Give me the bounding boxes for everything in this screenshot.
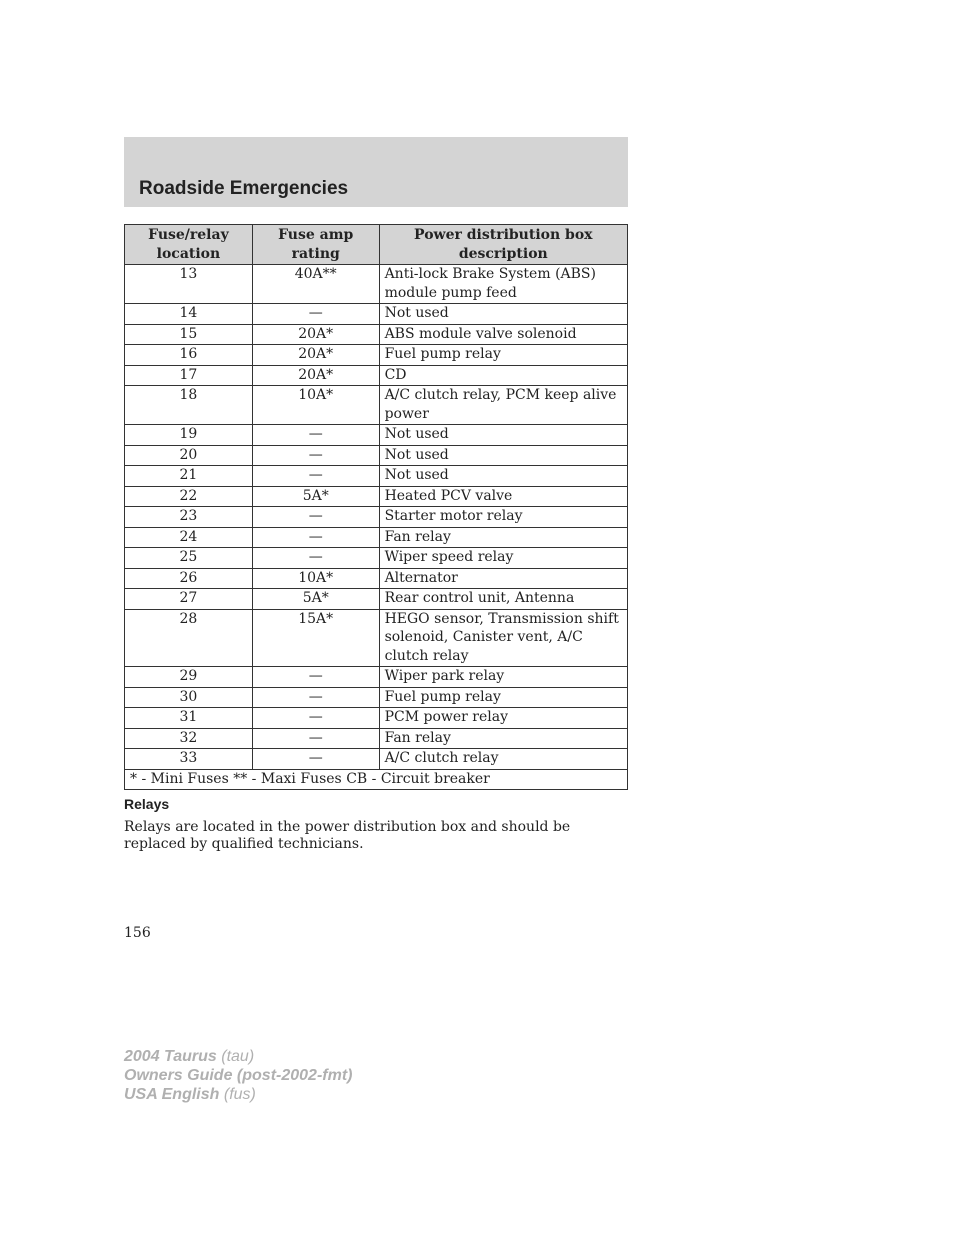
document-footer: [124, 1047, 352, 1104]
cell-location: 25: [125, 548, 253, 569]
cell-description: Wiper speed relay: [379, 548, 627, 569]
cell-location: 16: [125, 345, 253, 366]
table-row: [125, 527, 628, 548]
fuse-table-body: [125, 265, 628, 770]
footer-line-1: [124, 1047, 352, 1066]
table-row: [125, 304, 628, 325]
cell-location: 17: [125, 365, 253, 386]
fuse-table: [124, 224, 628, 790]
cell-description: A/C clutch relay: [379, 749, 627, 770]
cell-description: Starter motor relay: [379, 507, 627, 528]
cell-location: 27: [125, 589, 253, 610]
table-row: [125, 548, 628, 569]
cell-description: A/C clutch relay, PCM keep alive power: [379, 386, 627, 425]
cell-description: Fan relay: [379, 728, 627, 749]
table-row: [125, 466, 628, 487]
cell-location: 33: [125, 749, 253, 770]
cell-location: 18: [125, 386, 253, 425]
cell-location: 20: [125, 445, 253, 466]
cell-location: 30: [125, 687, 253, 708]
table-header-row: [125, 225, 628, 265]
cell-rating: 5A*: [252, 589, 379, 610]
column-header-rating: Fuse amp rating: [252, 225, 379, 265]
cell-description: Not used: [379, 425, 627, 446]
cell-description: Wiper park relay: [379, 667, 627, 688]
table-row: [125, 445, 628, 466]
page-number: 156: [124, 925, 151, 941]
footer-language-code: (fus): [223, 1086, 256, 1103]
cell-location: 23: [125, 507, 253, 528]
footer-guide: Owners Guide (post-2002-fmt): [124, 1067, 353, 1084]
cell-rating: 40A**: [252, 265, 379, 304]
cell-location: 24: [125, 527, 253, 548]
cell-location: 19: [125, 425, 253, 446]
table-row: [125, 708, 628, 729]
cell-rating: —: [252, 507, 379, 528]
table-row: [125, 609, 628, 667]
footer-language: USA English: [124, 1086, 220, 1103]
cell-rating: 20A*: [252, 324, 379, 345]
table-footnote-row: [125, 769, 628, 790]
cell-rating: —: [252, 425, 379, 446]
table-row: [125, 265, 628, 304]
cell-rating: —: [252, 466, 379, 487]
table-row: [125, 589, 628, 610]
cell-rating: —: [252, 548, 379, 569]
table-row: [125, 324, 628, 345]
table-row: [125, 386, 628, 425]
cell-description: Fuel pump relay: [379, 687, 627, 708]
table-row: [125, 365, 628, 386]
cell-description: Heated PCV valve: [379, 486, 627, 507]
cell-rating: 15A*: [252, 609, 379, 667]
table-row: [125, 425, 628, 446]
cell-location: 14: [125, 304, 253, 325]
cell-rating: 5A*: [252, 486, 379, 507]
footer-model: 2004 Taurus: [124, 1048, 217, 1065]
cell-location: 26: [125, 568, 253, 589]
cell-location: 21: [125, 466, 253, 487]
cell-location: 22: [125, 486, 253, 507]
cell-location: 32: [125, 728, 253, 749]
cell-description: Not used: [379, 304, 627, 325]
table-row: [125, 728, 628, 749]
cell-rating: —: [252, 445, 379, 466]
column-header-description: Power distribution box description: [379, 225, 627, 265]
cell-description: Not used: [379, 445, 627, 466]
column-header-location: Fuse/relay location: [125, 225, 253, 265]
section-title: Roadside Emergencies: [139, 178, 349, 199]
table-row: [125, 345, 628, 366]
cell-rating: 10A*: [252, 386, 379, 425]
cell-location: 29: [125, 667, 253, 688]
table-footnote: * - Mini Fuses ** - Maxi Fuses CB - Circuit breaker: [125, 769, 628, 790]
table-row: [125, 687, 628, 708]
footer-line-3: [124, 1085, 352, 1104]
cell-description: Anti-lock Brake System (ABS) module pump feed: [379, 265, 627, 304]
footer-model-code: (tau): [221, 1048, 255, 1065]
cell-description: HEGO sensor, Transmission shift solenoid, Canister vent, A/C clutch relay: [379, 609, 627, 667]
cell-rating: —: [252, 687, 379, 708]
relays-text: Relays are located in the power distribution box and should be replaced by qualified technicians.: [124, 819, 571, 852]
cell-rating: —: [252, 728, 379, 749]
cell-location: 28: [125, 609, 253, 667]
cell-location: 31: [125, 708, 253, 729]
cell-description: ABS module valve solenoid: [379, 324, 627, 345]
footer-line-2: [124, 1066, 352, 1085]
cell-rating: —: [252, 667, 379, 688]
cell-rating: 10A*: [252, 568, 379, 589]
cell-location: 13: [125, 265, 253, 304]
cell-location: 15: [125, 324, 253, 345]
cell-rating: —: [252, 749, 379, 770]
cell-rating: —: [252, 527, 379, 548]
cell-description: PCM power relay: [379, 708, 627, 729]
table-row: [125, 749, 628, 770]
cell-rating: 20A*: [252, 365, 379, 386]
cell-description: Fan relay: [379, 527, 627, 548]
cell-description: Fuel pump relay: [379, 345, 627, 366]
table-row: [125, 667, 628, 688]
cell-rating: —: [252, 304, 379, 325]
cell-description: Alternator: [379, 568, 627, 589]
table-row: [125, 486, 628, 507]
cell-rating: 20A*: [252, 345, 379, 366]
cell-description: Rear control unit, Antenna: [379, 589, 627, 610]
cell-description: CD: [379, 365, 627, 386]
table-row: [125, 568, 628, 589]
cell-rating: —: [252, 708, 379, 729]
relays-heading: Relays: [124, 796, 170, 812]
table-row: [125, 507, 628, 528]
cell-description: Not used: [379, 466, 627, 487]
